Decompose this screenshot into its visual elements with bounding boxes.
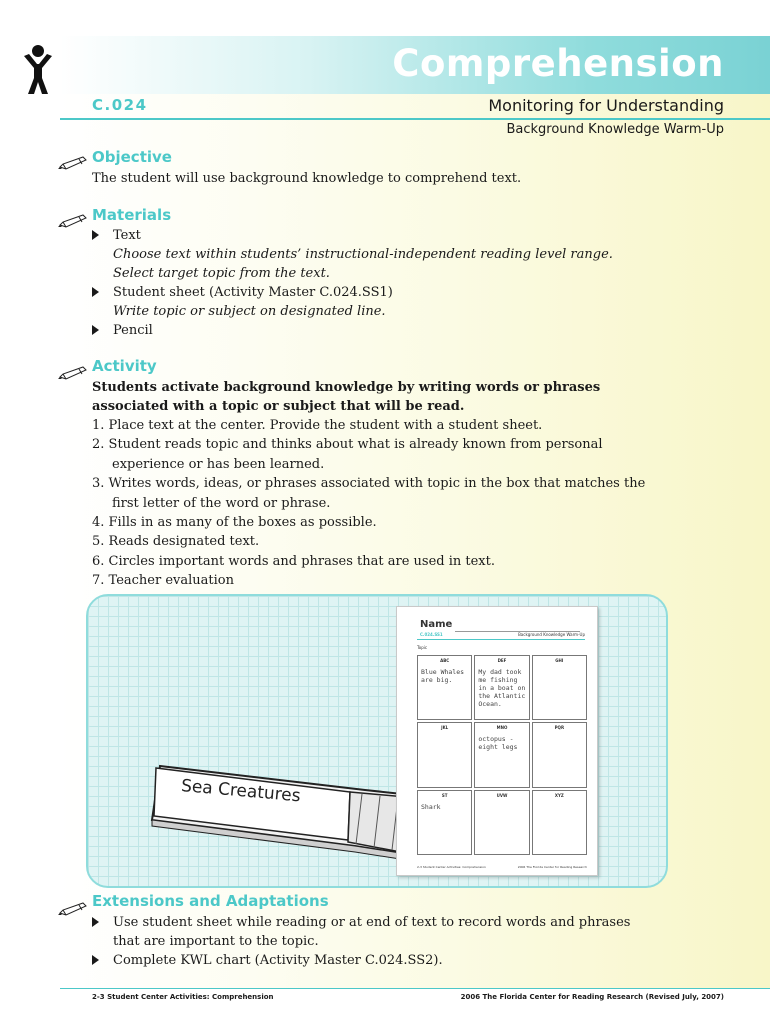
cell-header: JKL (441, 725, 449, 731)
materials-item: Student sheet (Activity Master C.024.SS1) (92, 283, 712, 302)
bullet-arrow-icon (92, 917, 99, 927)
book-title: Sea Creatures (180, 776, 302, 807)
cell-header: ST (441, 792, 448, 798)
student-sheet-image (396, 606, 598, 876)
cell-writing: My dad took me fishing in a boat on the Atlantic Ocean. (478, 668, 526, 708)
bullet-arrow-icon (92, 287, 99, 297)
pencil-icon (58, 366, 90, 380)
activity-step: 6. Circles important words and phrases that are used in text. (92, 553, 495, 569)
materials-note: Select target topic from the text. (113, 266, 330, 281)
materials-note: Write topic or subject on designated line. (113, 304, 386, 319)
person-figure-icon (18, 44, 58, 96)
cell-header: PQR (554, 725, 565, 731)
sheet-code: C.024.SS1 (420, 632, 443, 637)
pencil-icon (58, 214, 90, 228)
sheet-cell (474, 655, 529, 720)
activity-steps (92, 416, 672, 591)
activity-code: C.024 (92, 96, 148, 114)
cell-writing: octopus - eight legs (478, 735, 518, 752)
page-title: Comprehension (392, 42, 724, 85)
activity-intro: Students activate background knowledge by writing words or phrases associated with a topic or subject that will be read. (92, 380, 601, 414)
cell-header: GHI (555, 658, 564, 663)
bullet-arrow-icon (92, 230, 99, 240)
footer-left: 2-3 Student Center Activities: Comprehension (92, 993, 274, 1001)
materials-item: Text (92, 226, 712, 245)
sheet-cell (417, 722, 472, 787)
activity-step: 7. Teacher evaluation (92, 573, 234, 589)
sheet-rule (417, 639, 585, 640)
bullet-arrow-icon (92, 325, 99, 335)
activity-step: 3. Writes words, ideas, or phrases associated with topic in the box that matches the first letter of the word or phrase. (92, 476, 646, 511)
objective-heading: Objective (92, 148, 172, 166)
objective-text: The student will use background knowledge to comprehend text. (92, 171, 522, 186)
activity-step: 4. Fills in as many of the boxes as possible. (92, 515, 377, 531)
header-rule (60, 118, 770, 120)
sheet-subtitle: Background Knowledge Warm-Up (518, 632, 585, 637)
pencil-icon (58, 902, 90, 916)
cell-header: XYZ (554, 792, 564, 798)
activity-step: 5. Reads designated text. (92, 534, 260, 550)
cell-writing: Shark (421, 802, 441, 811)
sheet-cell (417, 790, 472, 855)
sheet-cell (532, 790, 587, 855)
materials-list (92, 226, 712, 340)
cell-header: MNO (496, 725, 508, 731)
materials-note: Choose text within students’ instructional-independent reading level range. (113, 247, 613, 262)
footer-rule (60, 988, 770, 989)
materials-item: Pencil (92, 321, 712, 340)
sheet-cell (474, 790, 529, 855)
sheet-name-label: Name (420, 619, 453, 630)
materials-heading: Materials (92, 206, 172, 224)
sheet-cell (532, 722, 587, 787)
cell-header: UVW (496, 792, 508, 798)
page-subtitle: Monitoring for Understanding (488, 96, 724, 115)
sheet-footer-left: 2-3 Student Center Activities: Comprehension (417, 865, 486, 869)
sheet-topic-label: Topic (417, 645, 428, 650)
activity-step: 1. Place text at the center. Provide the student with a student sheet. (92, 418, 543, 433)
pencil-icon (58, 156, 90, 170)
activity-name: Background Knowledge Warm-Up (506, 122, 724, 137)
cell-writing: Blue Whales are big. (421, 668, 465, 684)
sheet-footer-right: 2006 The Florida Center for Reading Research (517, 865, 587, 869)
cell-header: ABC (440, 658, 450, 663)
extensions-heading: Extensions and Adaptations (92, 892, 329, 910)
extensions-list (92, 913, 632, 970)
sheet-cell (474, 722, 529, 787)
activity-heading: Activity (92, 357, 157, 375)
extensions-item: Complete KWL chart (Activity Master C.024.SS2). (92, 951, 632, 970)
cell-header: DEF (497, 658, 507, 663)
activity-step: 2. Student reads topic and thinks about what is already known from personal experience or has been learned. (92, 437, 603, 472)
extensions-item: Use student sheet while reading or at end of text to record words and phrases that are important to the topic. (92, 913, 632, 951)
sheet-cell (417, 655, 472, 720)
sheet-grid (417, 655, 587, 855)
sheet-cell (532, 655, 587, 720)
footer-right: 2006 The Florida Center for Reading Research (Revised July, 2007) (460, 993, 724, 1001)
bullet-arrow-icon (92, 955, 99, 965)
